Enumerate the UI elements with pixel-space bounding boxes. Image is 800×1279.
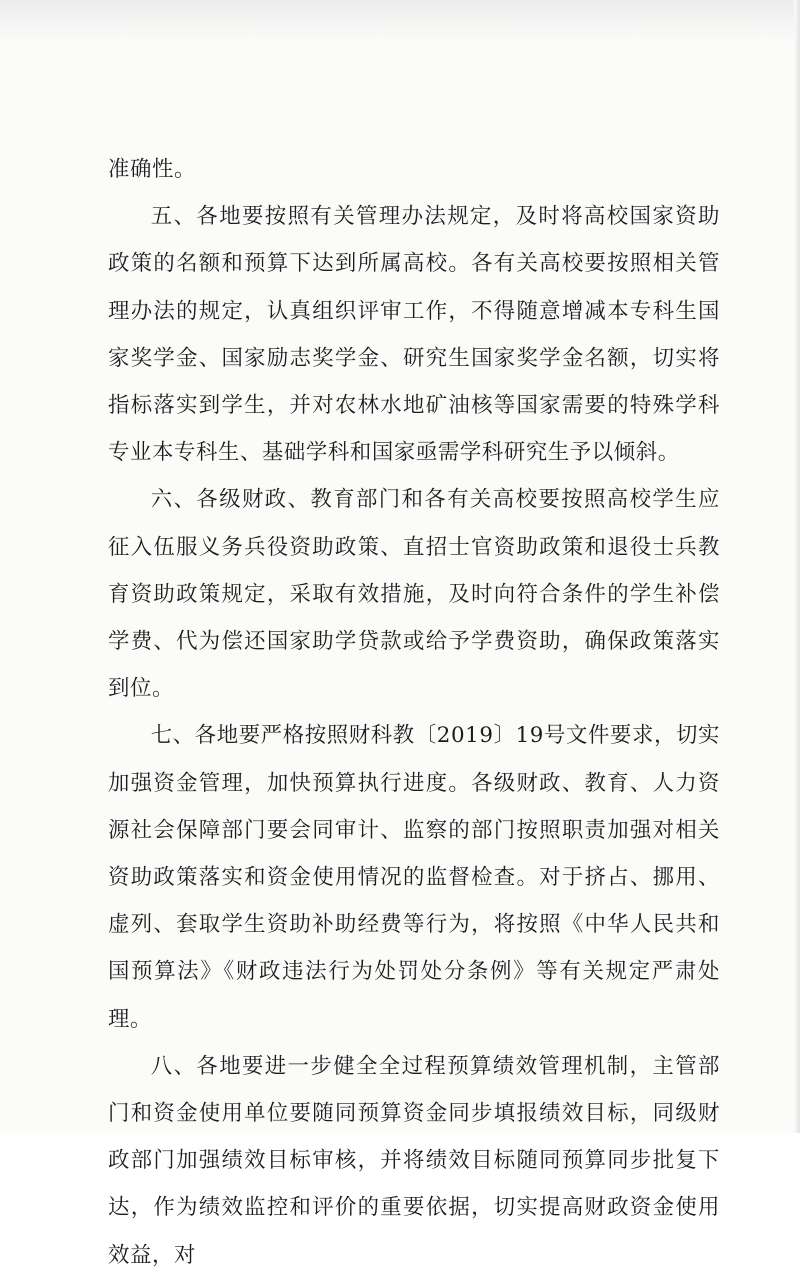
paragraph-continuation: 准确性。 [108,157,196,182]
paragraph-item-6: 六、各级财政、教育部门和各有关高校要按照高校学生应征入伍服义务兵役资助政策、直招士官资助政策和退役士兵教育资助政策规定，采取有效措施，及时向符合条件的学生补偿学费、代为偿还国家助学贷款或给予学费资助，确保政策落实到位。 [108,487,720,702]
paragraph-item-8: 八、各地要进一步健全全过程预算绩效管理机制，主管部门和资金使用单位要随同预算资金同步填报绩效目标，同级财政部门加强绩效目标审核，并将绩效目标随同预算同步批复下达，作为绩效监控和评价的重要依据，切实提高财政资金使用效益，对 [108,1053,720,1268]
scan-shadow-right [794,0,800,1133]
scan-shadow-top [0,0,800,44]
paragraph-item-7: 七、各地要严格按照财科教〔2019〕19号文件要求，切实加强资金管理，加快预算执行进度。各级财政、教育、人力资源社会保障部门要会同审计、监察的部门按照职责加强对相关资助政策落实和资金使用情况的监督检查。对于挤占、挪用、虚列、套取学生资助补助经费等行为，将按照《中华人民共和国预算法》《财政违法行为处罚处分条例》等有关规定严肃处理。 [108,723,720,1032]
paragraph-item-5: 五、各地要按照有关管理办法规定，及时将高校国家资助政策的名额和预算下达到所属高校。各有关高校要按照相关管理办法的规定，认真组织评审工作，不得随意增减本专科生国家奖学金、国家励志奖学金、研究生国家奖学金名额，切实将指标落实到学生，并对农林水地矿油核等国家需要的特殊学科专业本专科生、基础学科和国家亟需学科研究生予以倾斜。 [108,204,720,466]
document-body [108,146,720,1279]
